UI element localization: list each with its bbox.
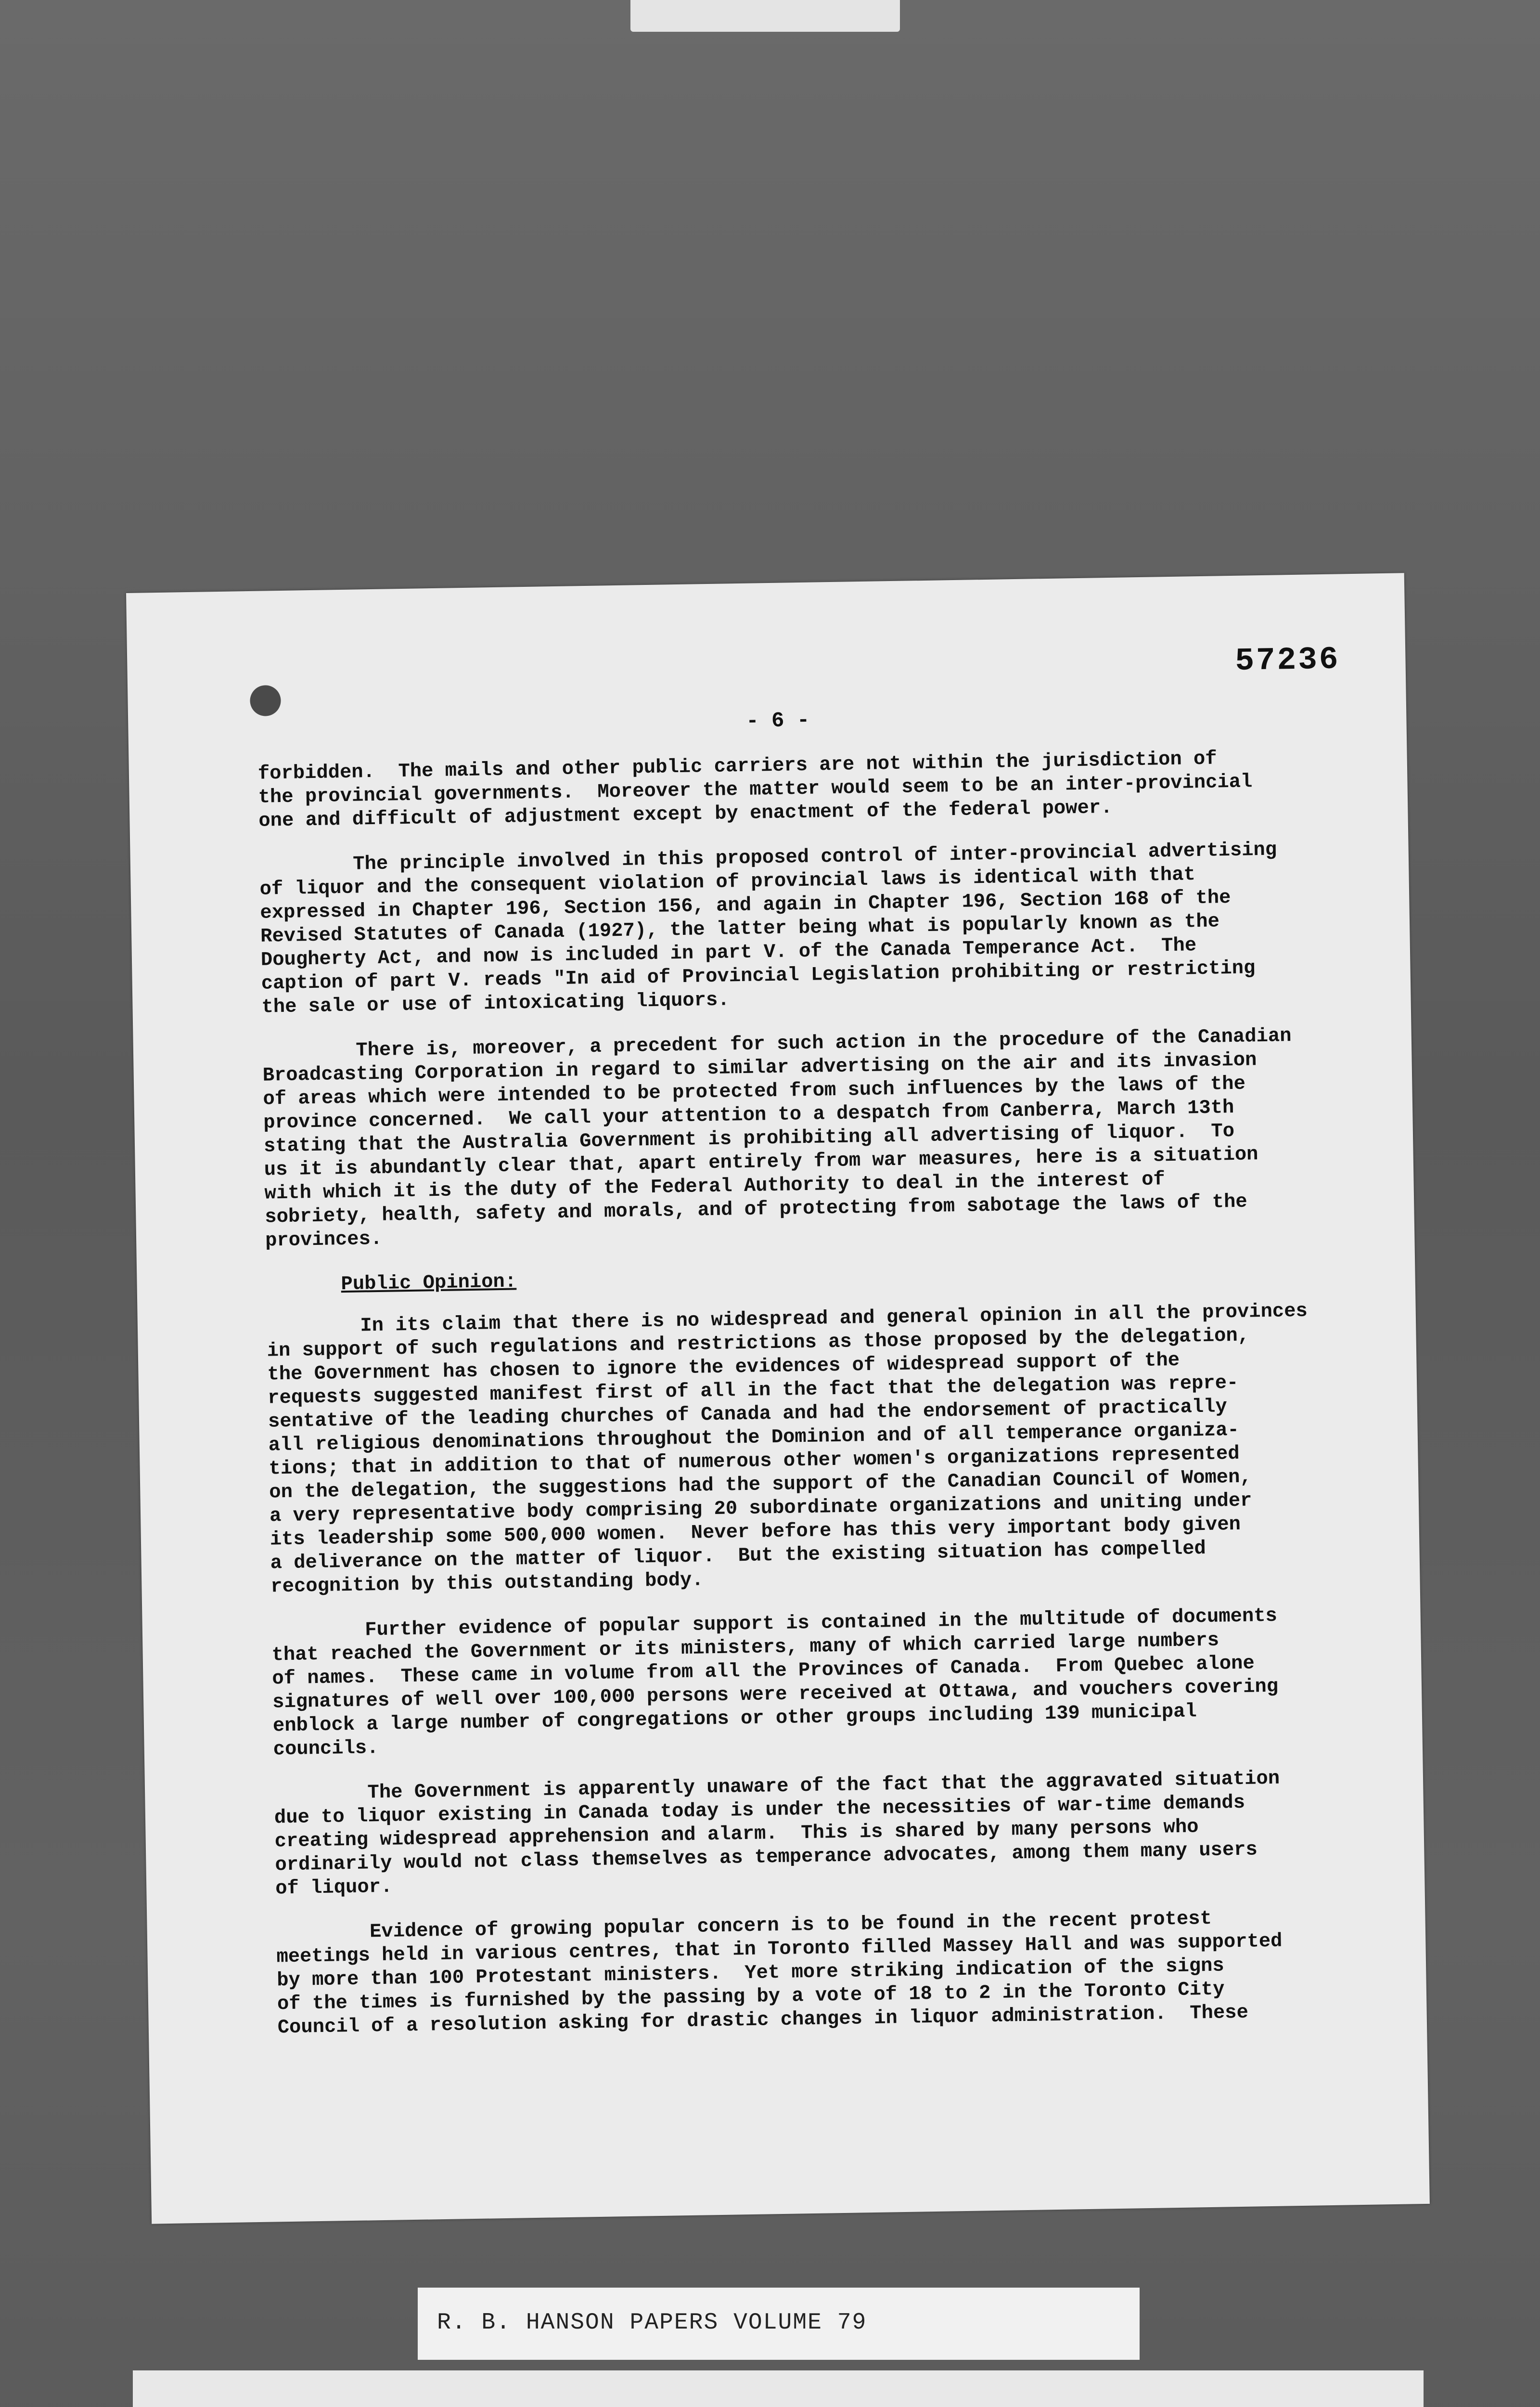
page-number: - 6 - — [745, 708, 810, 734]
paragraph: forbidden. The mails and other public carriers are not within the jurisdiction of the provincial governments. Moreover the matter would seem to be an inter-provincial one and difficult of adjustment except by enactment of the federal power. — [257, 748, 1253, 832]
film-tab — [630, 0, 900, 32]
paragraph: In its claim that there is no widespread and general opinion in all the provinces in support of such regulations and restrictions as those proposed by the delegation, the Government has chosen to ignore the evidences of widespread support of the requests suggested manifest first of all in the fact that the delegation was repre- sentative of the leading churches of Canada and had the endorsement of practically all religious denominations throughout the Dominion and of all temperance organiza- tions; that in addition to that of numerous other women's organizations represented on the delegation, the suggestions had the support of the Canadian Council of Women, a very representative body comprising 20 subordinate organizations and uniting under its leadership some 500,000 women. Never before has this very important body given a deliverance on the matter of liquor. But the existing situation has compelled recognition by this outstanding body. — [266, 1300, 1308, 1598]
paragraph: Evidence of growing popular concern is to be found in the recent protest meetings held in various centres, that in Toronto filled Massey Hall and was supported by more than 100 Protestant ministers. Yet more striking indication of the signs of the times is furnished by the passing by a vote of 18 to 2 in the Toronto City Council of a resolution asking for drastic changes in liquor administration. These — [276, 1907, 1283, 2039]
collection-label — [418, 2288, 1140, 2360]
collection-label-text: R. B. HANSON PAPERS VOLUME 79 — [437, 2310, 867, 2336]
punch-hole — [250, 685, 281, 716]
paragraph: The Government is apparently unaware of the fact that the aggravated situation due to liquor existing in Canada today is under the necessities of war-time demands creating widespread apprehension and alarm. This is shared by many persons who ordinarily would not class themselves as temperance advocates, among them many users of liquor. — [273, 1767, 1280, 1900]
document-page — [126, 573, 1430, 2224]
paragraph: The principle involved in this proposed control of inter-provincial advertising of liquor and the consequent violation of provincial laws is identical with that expressed in Chapter 196, Section 156, and again in Chapter 196, Section 168 of the Revised Statutes of Canada (1927), the latter being what is popularly known as the Dougherty Act, and now is included in part V. of the Canada Temperance Act. The caption of part V. reads "In aid of Provincial Legislation prohibiting or restricting the sale or use of intoxicating liquors. — [259, 839, 1277, 1019]
paragraph: There is, moreover, a precedent for such action in the procedure of the Canadian Broadcasting Corporation in regard to similar advertising on the air and its invasion of areas which were intended to be protected from such influences by the laws of the province concerned. We call your attention to a despatch from Canberra, March 13th stating that the Australia Government is prohibiting all advertising of liquor. To us it is abundantly clear that, apart entirely from war measures, here is a situation with which it is the duty of the Federal Authority to deal in the interest of sobriety, health, safety and morals, and of protecting from sabotage the laws of the provinces. — [262, 1025, 1292, 1252]
paragraph: Further evidence of popular support is contained in the multitude of documents that reached the Government or its ministers, many of which carried large numbers of names. These came in volume from all the Provinces of Canada. From Quebec alone signatures of well over 100,000 persons were received at Ottawa, and vouchers covering enblock a large number of congregations or other groups including 139 municipal councils. — [271, 1605, 1279, 1761]
archives-card — [133, 2370, 1424, 2407]
document-number: 57236 — [1234, 641, 1341, 679]
document-body — [258, 745, 1366, 2061]
section-heading: Public Opinion: — [341, 1270, 517, 1296]
